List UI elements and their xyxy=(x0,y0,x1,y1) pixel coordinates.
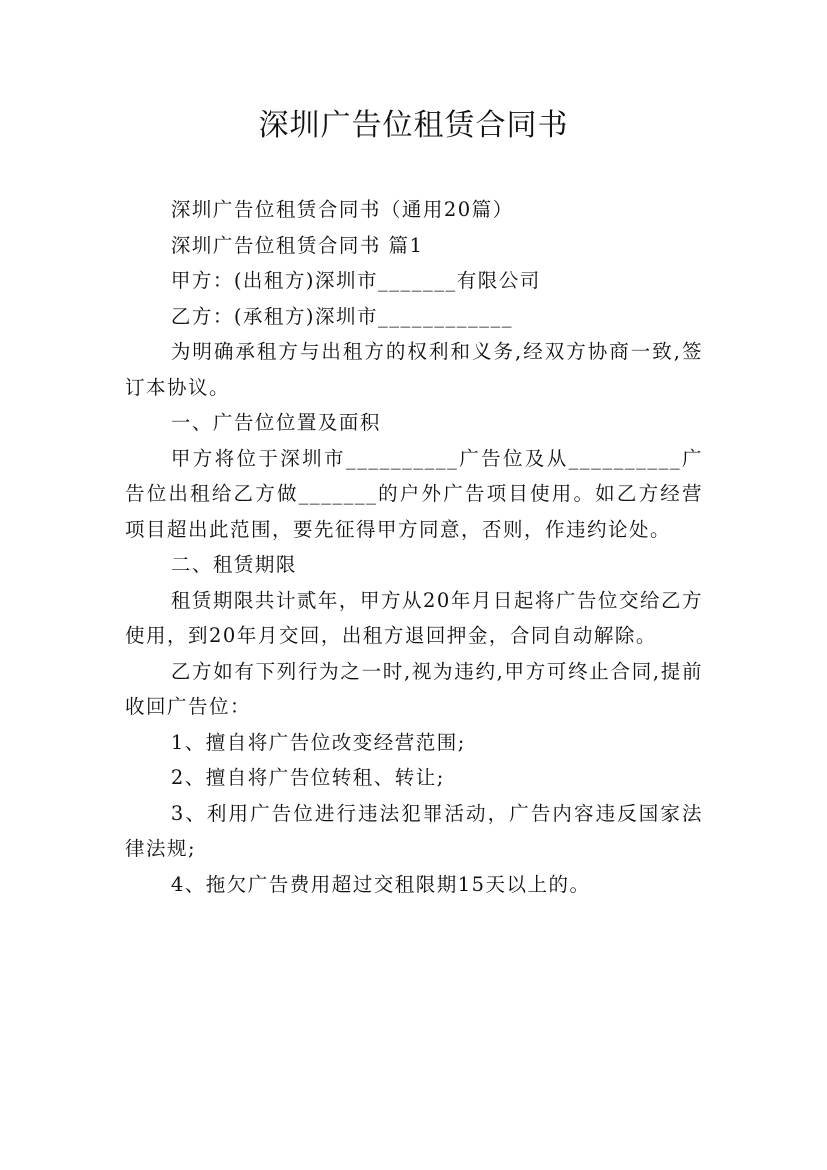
breach-item-4: 4、拖欠广告费用超过交租限期15天以上的。 xyxy=(170,872,591,896)
section-heading-paragraph: 深圳广告位租赁合同书 篇1 xyxy=(170,233,424,257)
document-title: 深圳广告位租赁合同书 xyxy=(258,108,569,143)
intro-paragraph: 为明确承租方与出租方的权利和义务,经双方协商一致,签订本协议。 xyxy=(125,340,703,399)
clause-heading-term: 二、租赁期限 xyxy=(170,553,297,576)
breach-item-2: 2、擅自将广告位转租、转让; xyxy=(170,766,445,789)
party-b-line: 乙方：(承租方)深圳市____________ xyxy=(170,304,514,328)
clause-heading-location: 一、广告位位置及面积 xyxy=(170,411,381,434)
breach-item-3: 3、利用广告位进行违法犯罪活动，广告内容违反国家法律法规; xyxy=(125,801,703,860)
breach-item-1: 1、擅自将广告位改变经营范围; xyxy=(170,730,466,754)
document-body xyxy=(125,192,703,902)
clause-term-paragraph: 租赁期限共计贰年，甲方从20年月日起将广告位交给乙方使用，到20年月交回，出租方退回押金，合同自动解除。 xyxy=(125,588,703,647)
party-a-line: 甲方：(出租方)深圳市_______有限公司 xyxy=(170,269,541,292)
subtitle-paragraph: 深圳广告位租赁合同书（通用20篇） xyxy=(170,198,514,221)
clause-location-paragraph: 甲方将位于深圳市__________广告位及从__________广告位出租给乙方做_______的户外广告项目使用。如乙方经营项目超出此范围，要先征得甲方同意，否则，作违约论处。 xyxy=(125,446,703,541)
breach-paragraph: 乙方如有下列行为之一时,视为违约,甲方可终止合同,提前收回广告位： xyxy=(125,659,703,718)
